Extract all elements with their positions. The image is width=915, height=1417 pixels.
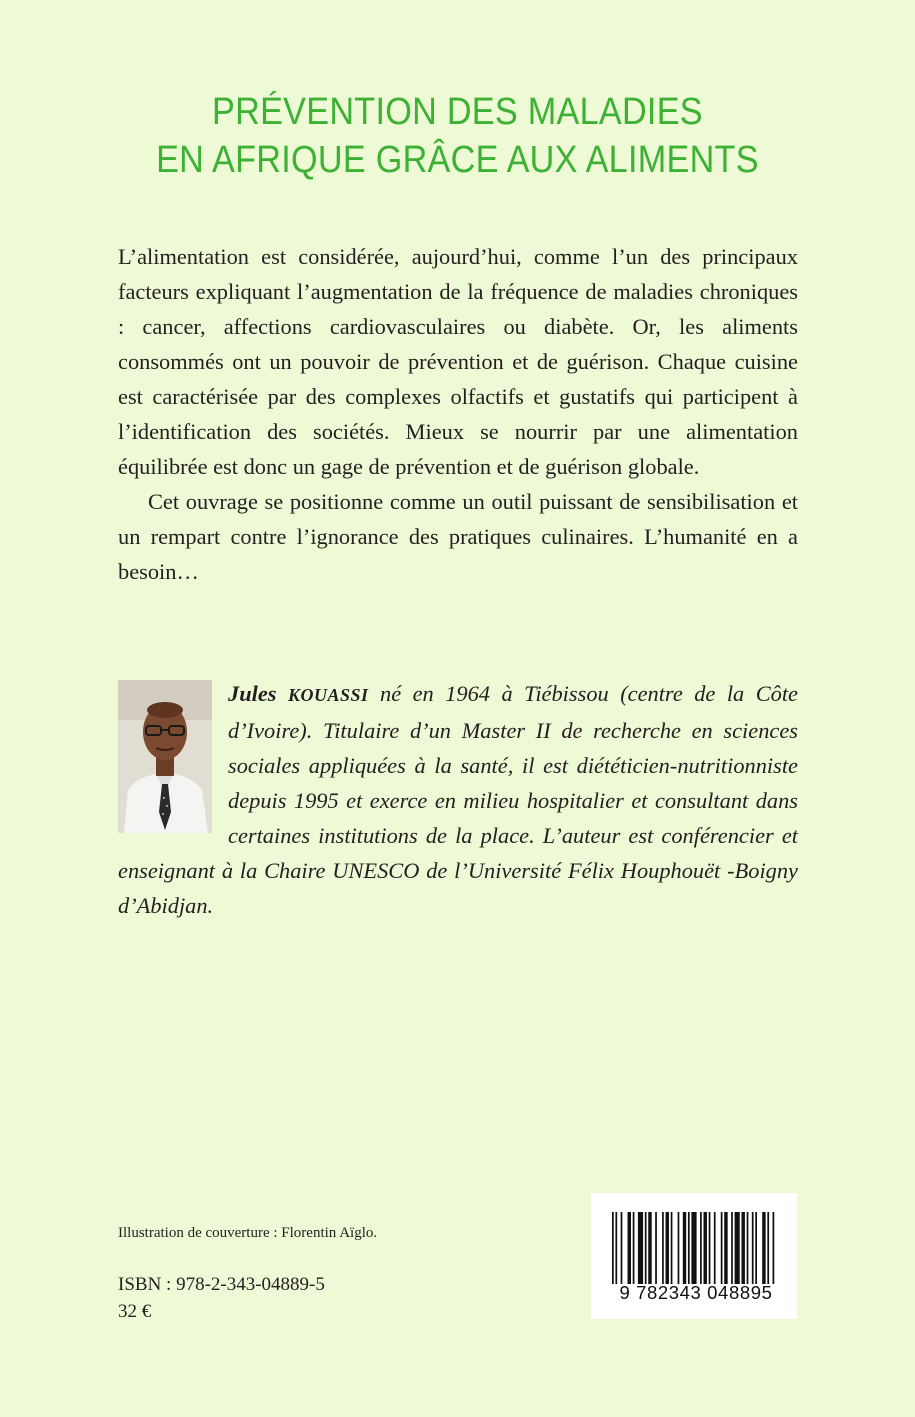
book-title [46,88,870,184]
barcode-bar [678,1212,680,1284]
cover-illustration-credit: Illustration de couverture : Florentin Aïglo. [118,1225,378,1241]
barcode-panel [591,1193,797,1319]
title-line-1: PRÉVENTION DES MALADIES [212,91,703,133]
title-line-2: EN AFRIQUE GRÂCE AUX ALIMENTS [156,139,759,181]
isbn-number: ISBN : 978-2-343-04889-5 [118,1274,325,1295]
barcode-bar [688,1212,690,1284]
barcode-bar [655,1212,657,1284]
barcode-bar [645,1212,647,1284]
barcode-bar [683,1212,686,1284]
barcode-bar [700,1212,702,1284]
barcode-bar [638,1212,643,1284]
author-bio-text: né en 1964 à Tiébissou (centre de la Côte d’Ivoire). Titulaire d’un Master II de recherche en sciences sociales appliquées à la santé, il est diététicien-nutritionniste depuis 1995 et exerce en milieu hospitalier et consultant dans certaines institutions de la place. L’auteur est conférencier et enseignant à la Chaire UNESCO de l’Université Félix Houphouët -Boigny d’Abidjan. [118,681,798,918]
barcode-icon [612,1212,776,1284]
book-price: 32 € [118,1301,152,1322]
author-first-name: Jules [228,681,277,706]
author-biography [118,676,798,923]
barcode-bar [755,1212,757,1284]
barcode-bar [633,1212,635,1284]
barcode-bar [752,1212,754,1284]
barcode-bar [662,1212,664,1284]
photo-spacer [118,676,228,842]
blurb-paragraph-1: L’alimentation est considérée, aujourd’hui, comme l’un des principaux facteurs expliquant l’augmentation de la fréquence de maladies chroniques : cancer, affections cardiovasculaires ou diabète. Or, les aliments consommés ont un pouvoir de prévention et de guérison. Chaque cuisine est caractérisée par des complexes olfactifs et gustatifs qui participent à l’identification des sociétés. Mieux se nourrir par une alimentation équilibrée est donc un gage de prévention et de guérison globale. [118,244,798,479]
barcode-bar [621,1212,623,1284]
barcode-bar [709,1212,711,1284]
barcode-bar [691,1212,696,1284]
barcode-bar [747,1212,749,1284]
barcode-bar [628,1212,631,1284]
barcode-bar [671,1212,673,1284]
blurb-paragraph-2: Cet ouvrage se positionne comme un outil puissant de sensibilisation et un rempart contre l’ignorance des pratiques culinaires. L’humanité en a besoin… [118,489,798,584]
author-last-name: KOUASSI [288,685,369,705]
barcode-bar [741,1212,744,1284]
barcode-bar [612,1212,614,1284]
barcode-bar [714,1212,716,1284]
back-cover-blurb [118,239,798,589]
barcode-bar [615,1212,617,1284]
barcode-bar [648,1212,651,1284]
barcode-bar [724,1212,727,1284]
barcode-bar [666,1212,669,1284]
author-bio-paragraph [118,676,798,923]
barcode-bar [767,1212,769,1284]
barcode-bar [731,1212,733,1284]
barcode-bar [721,1212,723,1284]
barcode-bar [762,1212,765,1284]
barcode-bar [703,1212,706,1284]
barcode-digits: 9 782343 048895 [619,1282,773,1303]
author-name [228,681,369,706]
barcode-bar [735,1212,740,1284]
barcode-bar [773,1212,775,1284]
